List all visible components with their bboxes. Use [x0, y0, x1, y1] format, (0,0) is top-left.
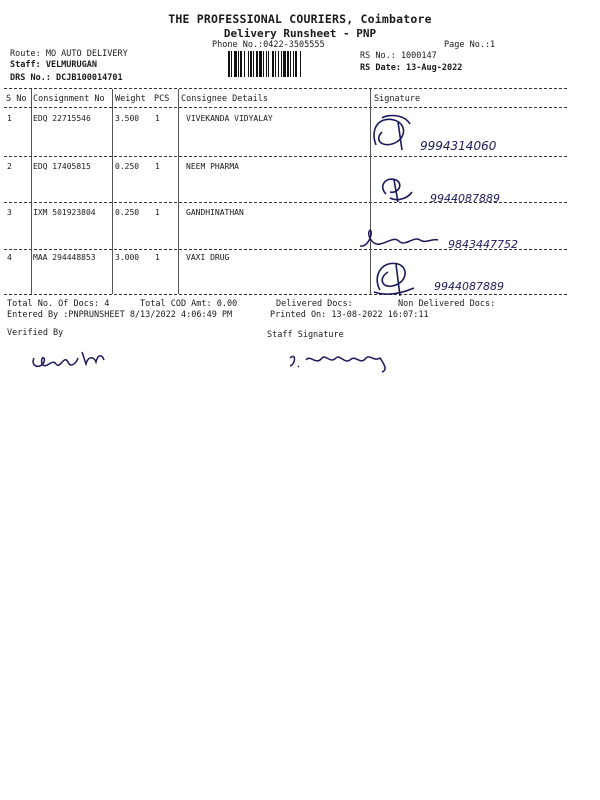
row-consignee: VIVEKANDA VIDYALAY	[186, 114, 273, 123]
staff-label: Staff: VELMURUGAN	[10, 60, 97, 70]
row-weight: 3.000	[115, 253, 140, 262]
delivered-docs: Delivered Docs:	[276, 299, 353, 309]
row-pcs: 1	[155, 253, 160, 262]
signature-phone-row-4: 9944087889	[434, 280, 504, 293]
row-pcs: 1	[155, 208, 160, 217]
row-sno: 1	[7, 114, 12, 123]
column-divider	[178, 89, 179, 294]
signature-phone-row-1: 9994314060	[420, 139, 497, 153]
row-sno: 3	[7, 208, 12, 217]
signature-row-3	[356, 226, 566, 256]
total-cod-amount: Total COD Amt: 0.00	[140, 299, 238, 309]
row-consignment: MAA 294448853	[33, 253, 96, 262]
entered-by: Entered By :PNPRUNSHEET 8/13/2022 4:06:49 PM	[7, 310, 233, 320]
row-weight: 0.250	[115, 162, 140, 171]
row-consignment: EDQ 17405815	[33, 162, 91, 171]
column-divider	[112, 89, 113, 294]
row-pcs: 1	[155, 162, 160, 171]
col-header-weight: Weight	[115, 94, 146, 104]
drs-number: DRS No.: DCJB100014701	[10, 73, 123, 83]
barcode	[228, 51, 352, 77]
verified-by-signature	[28, 344, 138, 374]
row-consignment: IXM 501923804	[33, 208, 96, 217]
signature-row-2	[372, 172, 542, 208]
verified-by-label: Verified By	[7, 328, 64, 338]
route-label: Route: MO AUTO DELIVERY	[10, 49, 128, 59]
signature-phone-row-2: 9944087889	[430, 192, 500, 205]
rs-number: RS No.: 1000147	[360, 51, 437, 61]
column-divider	[31, 89, 32, 294]
row-consignee: VAXI DRUG	[186, 253, 230, 262]
row-sno: 2	[7, 162, 12, 171]
row-sno: 4	[7, 253, 12, 262]
staff-signature-label: Staff Signature	[267, 330, 344, 340]
rs-date: RS Date: 13-Aug-2022	[360, 63, 463, 73]
header-bottom-rule	[4, 107, 567, 108]
signature-phone-row-3: 9843447752	[448, 238, 518, 251]
row-consignment: EDQ 22715546	[33, 114, 91, 123]
col-header-consignment: Consignment No	[33, 94, 105, 104]
printed-on: Printed On: 13-08-2022 16:07:11	[270, 310, 429, 320]
col-header-consignee: Consignee Details	[181, 94, 268, 104]
non-delivered-docs: Non Delivered Docs:	[398, 299, 496, 309]
row-consignee: GANDHINATHAN	[186, 208, 244, 217]
col-header-sno: S No	[6, 94, 27, 104]
row-consignee: NEEM PHARMA	[186, 162, 239, 171]
col-header-pcs: PCS	[154, 94, 170, 104]
table-top-rule	[4, 88, 567, 89]
signature-row-1	[368, 110, 528, 160]
phone-number: Phone No.:0422-3505555	[212, 40, 325, 50]
page-number: Page No.:1	[444, 40, 496, 50]
row-pcs: 1	[155, 114, 160, 123]
company-name: THE PROFESSIONAL COURIERS, Coimbatore	[168, 12, 432, 26]
document-title: Delivery Runsheet - PNP	[223, 27, 377, 40]
staff-signature	[286, 344, 416, 374]
total-docs: Total No. Of Docs: 4	[7, 299, 110, 309]
signature-row-4	[370, 256, 540, 300]
col-header-signature: Signature	[374, 94, 421, 104]
row-weight: 3.500	[115, 114, 140, 123]
row-weight: 0.250	[115, 208, 140, 217]
